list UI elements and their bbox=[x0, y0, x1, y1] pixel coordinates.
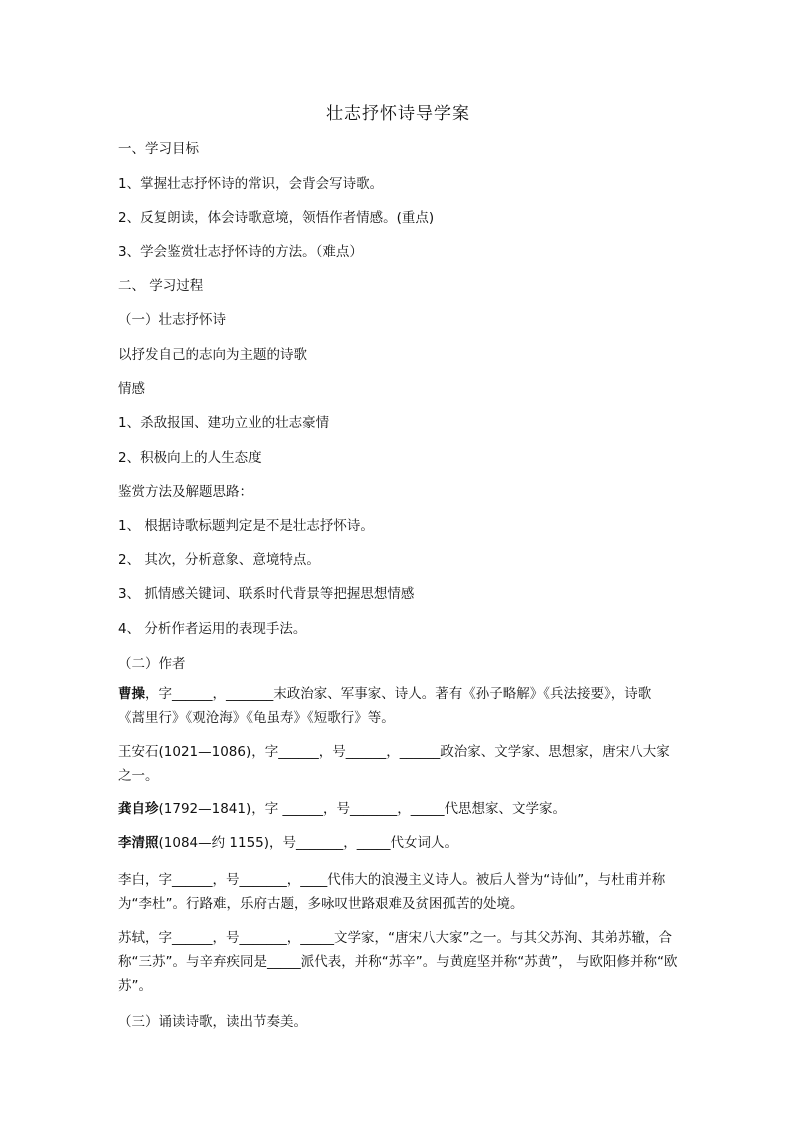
emotion-label: 情感 bbox=[118, 381, 145, 397]
method-item-1: 1、 根据诗歌标题判定是不是壮志抒怀诗。 bbox=[118, 518, 374, 534]
goal-item-1: 1、掌握壮志抒怀诗的常识，会背会写诗歌。 bbox=[118, 176, 384, 192]
author-name: 曹操 bbox=[118, 686, 145, 702]
method-item-3: 3、 抓情感关键词、联系时代背景等把握思想情感 bbox=[118, 586, 415, 602]
subsection-heading-authors: （二）作者 bbox=[118, 656, 186, 672]
emotion-item-1: 1、杀敌报国、建功立业的壮志豪情 bbox=[118, 415, 330, 431]
author-name: 苏轼 bbox=[118, 930, 145, 946]
section-heading-goals: 一、学习目标 bbox=[118, 141, 199, 157]
subsection-heading-recitation: （三）诵读诗歌，读出节奏美。 bbox=[118, 1014, 307, 1030]
author-text: (1792—1841)，字 ______，号_______，_____代思想家、文学家。 bbox=[158, 801, 567, 817]
author-name: 李白 bbox=[118, 872, 145, 888]
method-item-2: 2、 其次，分析意象、意境特点。 bbox=[118, 552, 320, 568]
goal-item-2: 2、反复朗读，体会诗歌意境，领悟作者情感。(重点) bbox=[118, 210, 435, 226]
author-entry-liqingzhao bbox=[118, 831, 678, 855]
author-entry-caocao bbox=[118, 682, 678, 730]
author-text: (1021—1086)，字______，号______，______政治家、文学家、思想家，唐宋八大家之一。 bbox=[118, 744, 670, 784]
author-text: ，字______，号_______，_____文学家，“唐宋八大家”之一。与其父苏洵、其弟苏辙，合称“三苏”。与辛弃疾同是_____派代表，并称“苏辛”。与黄庭坚并称“苏黄”， 与欧阳修并称“欧苏”。 bbox=[118, 930, 678, 994]
emotion-item-2: 2、积极向上的人生态度 bbox=[118, 450, 262, 466]
author-entry-libai bbox=[118, 868, 678, 916]
definition-text: 以抒发自己的志向为主题的诗歌 bbox=[118, 347, 307, 363]
author-name: 李清照 bbox=[118, 835, 159, 851]
author-text: ，字______，号_______，____代伟大的浪漫主义诗人。被后人誉为“诗仙”，与杜甫并称为“李杜”。行路难，乐府古题，多咏叹世路艰难及贫困孤苦的处境。 bbox=[118, 872, 666, 912]
author-entry-gongzizhen bbox=[118, 797, 678, 821]
author-text: (1084—约 1155)，号_______，_____代女词人。 bbox=[158, 835, 459, 851]
subsection-heading-poetry: （一）壮志抒怀诗 bbox=[118, 312, 226, 328]
section-heading-process: 二、 学习过程 bbox=[118, 278, 204, 294]
page-title: 壮志抒怀诗导学案 bbox=[326, 104, 470, 124]
author-entry-wanganshi bbox=[118, 740, 678, 788]
method-label: 鉴赏方法及解题思路： bbox=[118, 484, 253, 500]
method-item-4: 4、 分析作者运用的表现手法。 bbox=[118, 621, 307, 637]
author-name: 王安石 bbox=[118, 744, 159, 760]
author-entry-sushi bbox=[118, 926, 678, 998]
author-text: ，字______，_______末政治家、军事家、诗人。著有《孙子略解》《兵法接要》，诗歌《蒿里行》《观沧海》《龟虽寿》《短歌行》等。 bbox=[118, 686, 652, 726]
goal-item-3: 3、学会鉴赏壮志抒怀诗的方法。（难点） bbox=[118, 244, 363, 260]
author-name: 龚自珍 bbox=[118, 801, 159, 817]
